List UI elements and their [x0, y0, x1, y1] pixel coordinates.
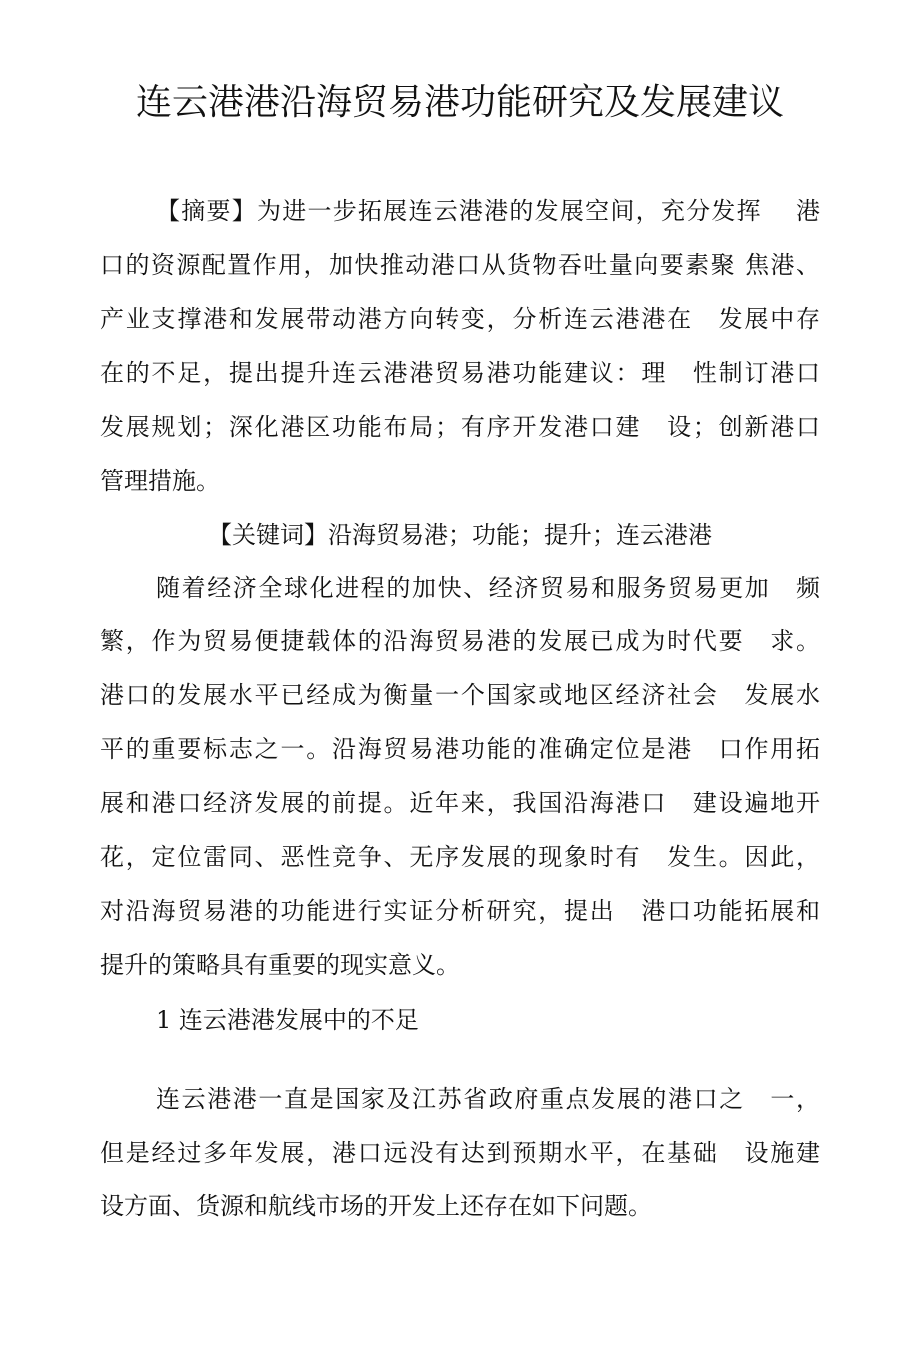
intro-line: 随着经济全球化进程的加快、经济贸易和服务贸易更加 频 — [156, 574, 820, 602]
abstract-line: 发展规划；深化港区功能布局；有序开发港口建 设；创新港口 — [100, 413, 820, 441]
section-line: 但是经过多年发展，港口远没有达到预期水平，在基础 设施建 — [100, 1139, 820, 1167]
abstract-line: 产业支撑港和发展带动港方向转变，分析连云港港在 发展中存 — [100, 305, 820, 333]
keywords-line: 【关键词】沿海贸易港；功能；提升；连云港港 — [208, 521, 712, 549]
abstract-line: 管理措施。 — [100, 467, 220, 495]
document-title: 连云港港沿海贸易港功能研究及发展建议 — [135, 82, 784, 123]
abstract-line: 在的不足，提出提升连云港港贸易港功能建议：理 性制订港口 — [100, 359, 820, 387]
abstract-line: 【摘要】为进一步拓展连云港港的发展空间，充分发挥 港 — [156, 197, 820, 225]
section-line: 设方面、货源和航线市场的开发上还存在如下问题。 — [100, 1192, 652, 1220]
section-heading: 1 连云港港发展中的不足 — [156, 1006, 419, 1034]
intro-line: 港口的发展水平已经成为衡量一个国家或地区经济社会 发展水 — [100, 681, 820, 709]
intro-line: 展和港口经济发展的前提。近年来，我国沿海港口 建设遍地开 — [100, 789, 820, 817]
intro-line: 花，定位雷同、恶性竞争、无序发展的现象时有 发生。因此， — [100, 843, 820, 871]
intro-line: 提升的策略具有重要的现实意义。 — [100, 951, 460, 979]
intro-line: 对沿海贸易港的功能进行实证分析研究，提出 港口功能拓展和 — [100, 897, 820, 925]
intro-line: 平的重要标志之一。沿海贸易港功能的准确定位是港 口作用拓 — [100, 735, 820, 763]
section-line: 连云港港一直是国家及江苏省政府重点发展的港口之 一， — [156, 1085, 820, 1113]
intro-line: 繁，作为贸易便捷载体的沿海贸易港的发展已成为时代要 求。 — [100, 627, 820, 655]
abstract-line: 口的资源配置作用，加快推动港口从货物吞吐量向要素聚 焦港、 — [100, 251, 820, 279]
